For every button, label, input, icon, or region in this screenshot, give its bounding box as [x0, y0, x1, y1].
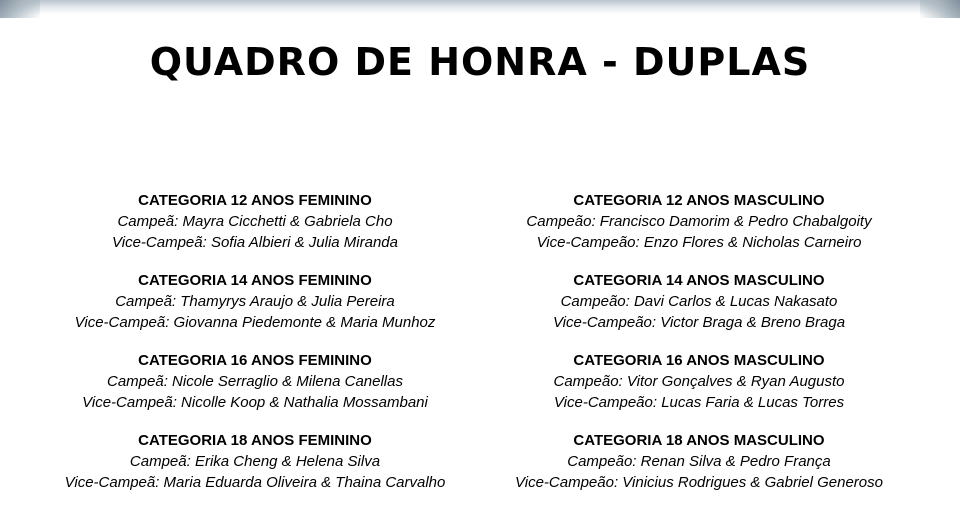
category-block: [20, 191, 490, 253]
decorative-corner-left: [0, 0, 40, 18]
category-block: [464, 351, 934, 413]
category-block: [20, 271, 490, 333]
champion-line: Campeão: Francisco Damorim & Pedro Chabalgoity: [526, 213, 872, 230]
runner-up-line: Vice-Campeão: Lucas Faria & Lucas Torres: [553, 394, 845, 411]
category-title: CATEGORIA 18 ANOS MASCULINO: [573, 432, 825, 449]
category-block: [464, 271, 934, 333]
category-block: [464, 191, 934, 253]
category-title: CATEGORIA 12 ANOS MASCULINO: [573, 192, 825, 209]
category-block: [464, 431, 934, 493]
champion-line: Campeã: Thamyrys Araujo & Julia Pereira: [115, 293, 395, 310]
champion-line: Campeã: Nicole Serraglio & Milena Canellas: [107, 373, 403, 390]
category-title: CATEGORIA 14 ANOS MASCULINO: [573, 272, 825, 289]
category-title: CATEGORIA 16 ANOS MASCULINO: [573, 352, 825, 369]
champion-line: Campeão: Davi Carlos & Lucas Nakasato: [560, 293, 838, 310]
runner-up-line: Vice-Campeão: Enzo Flores & Nicholas Carneiro: [536, 234, 862, 251]
runner-up-line: Vice-Campeã: Sofia Albieri & Julia Miranda: [112, 234, 398, 251]
champion-line: Campeã: Mayra Cicchetti & Gabriela Cho: [117, 213, 393, 230]
column-feminino: [20, 191, 490, 511]
runner-up-line: Vice-Campeão: Victor Braga & Breno Braga: [552, 314, 846, 331]
champion-line: Campeão: Vitor Gonçalves & Ryan Augusto: [553, 373, 845, 390]
category-title: CATEGORIA 16 ANOS FEMININO: [138, 352, 372, 369]
category-title: CATEGORIA 12 ANOS FEMININO: [138, 192, 372, 209]
decorative-top-band: [0, 0, 960, 14]
category-block: [20, 431, 490, 493]
category-title: CATEGORIA 18 ANOS FEMININO: [138, 432, 372, 449]
runner-up-line: Vice-Campeã: Nicolle Koop & Nathalia Mossambani: [82, 394, 428, 411]
page-title: QUADRO DE HONRA - DUPLAS: [149, 40, 811, 84]
runner-up-line: Vice-Campeã: Giovanna Piedemonte & Maria Munhoz: [74, 314, 436, 331]
decorative-corner-right: [920, 0, 960, 18]
column-masculino: [464, 191, 934, 511]
champion-line: Campeã: Erika Cheng & Helena Silva: [129, 453, 381, 470]
runner-up-line: Vice-Campeã: Maria Eduarda Oliveira & Thaina Carvalho: [64, 474, 446, 491]
category-block: [20, 351, 490, 413]
runner-up-line: Vice-Campeão: Vinicius Rodrigues & Gabriel Generoso: [515, 474, 883, 491]
champion-line: Campeão: Renan Silva & Pedro França: [567, 453, 831, 470]
category-title: CATEGORIA 14 ANOS FEMININO: [138, 272, 372, 289]
